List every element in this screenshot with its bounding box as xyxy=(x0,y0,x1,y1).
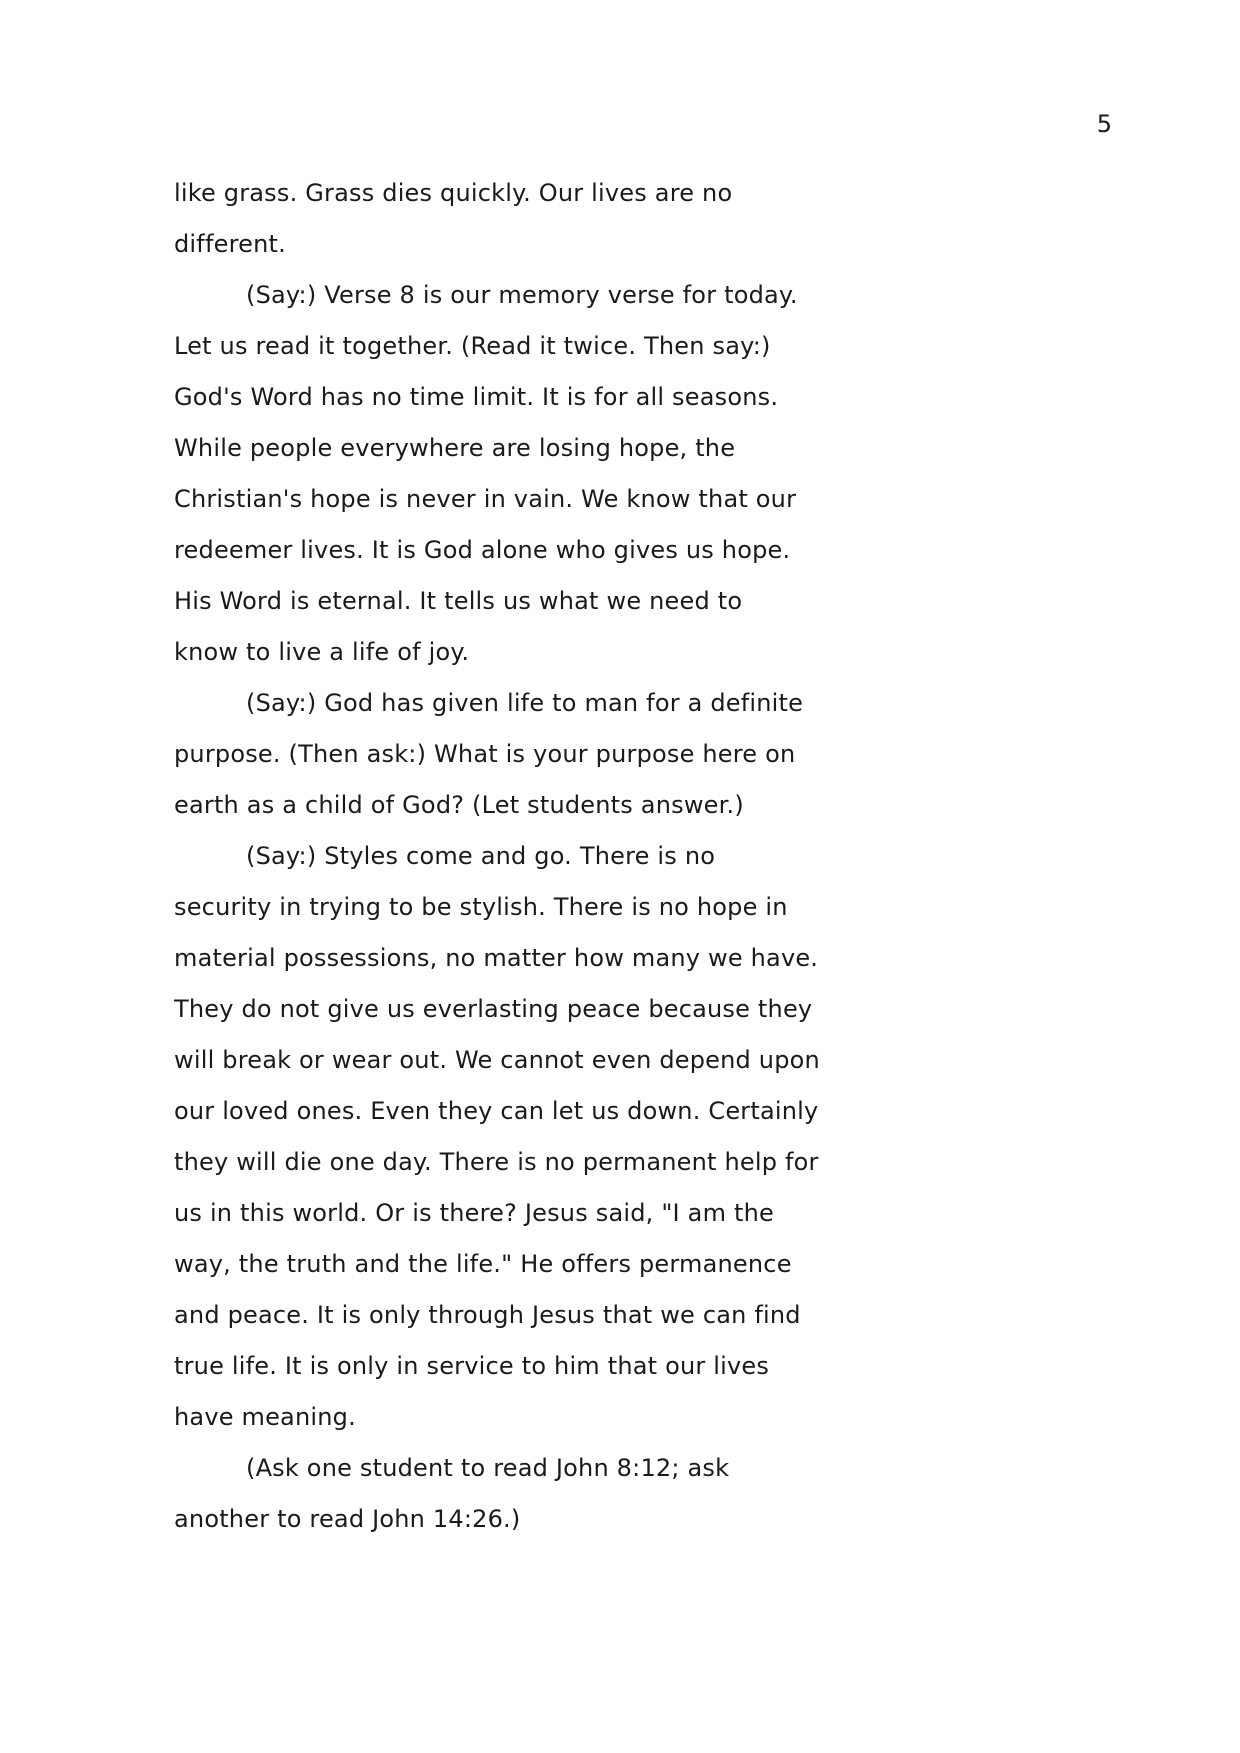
page-number: 5 xyxy=(1096,110,1112,138)
text-line-15: security in trying to be stylish. There is no hope in xyxy=(174,893,788,921)
text-line-17: They do not give us everlasting peace because they xyxy=(174,995,813,1023)
text-line-25: have meaning. xyxy=(174,1403,356,1431)
text-line-24: true life. It is only in service to him that our lives xyxy=(174,1352,770,1380)
text-line-22: way, the truth and the life." He offers permanence xyxy=(174,1250,792,1278)
text-line-6: While people everywhere are losing hope, the xyxy=(174,434,736,462)
body-text xyxy=(174,168,834,1545)
text-line-23: and peace. It is only through Jesus that we can find xyxy=(174,1301,801,1329)
text-line-9: His Word is eternal. It tells us what we need to xyxy=(174,587,743,615)
text-line-20: they will die one day. There is no permanent help for xyxy=(174,1148,819,1176)
text-line-14: (Say:) Styles come and go. There is no xyxy=(246,842,716,870)
text-line-13: earth as a child of God? (Let students answer.) xyxy=(174,791,744,819)
text-line-16: material possessions, no matter how many we have. xyxy=(174,944,819,972)
text-line-4: Let us read it together. (Read it twice. Then say:) xyxy=(174,332,771,360)
text-line-21: us in this world. Or is there? Jesus said, "I am the xyxy=(174,1199,774,1227)
text-line-26: (Ask one student to read John 8:12; ask xyxy=(246,1454,730,1482)
text-line-10: know to live a life of joy. xyxy=(174,638,470,666)
text-line-12: purpose. (Then ask:) What is your purpose here on xyxy=(174,740,796,768)
text-line-1: like grass. Grass dies quickly. Our lives are no xyxy=(174,179,733,207)
text-line-7: Christian's hope is never in vain. We know that our xyxy=(174,485,797,513)
text-line-27: another to read John 14:26.) xyxy=(174,1505,521,1533)
text-line-5: God's Word has no time limit. It is for all seasons. xyxy=(174,383,779,411)
text-line-19: our loved ones. Even they can let us down. Certainly xyxy=(174,1097,819,1125)
text-line-3: (Say:) Verse 8 is our memory verse for today. xyxy=(246,281,798,309)
text-line-8: redeemer lives. It is God alone who gives us hope. xyxy=(174,536,791,564)
text-line-11: (Say:) God has given life to man for a definite xyxy=(246,689,804,717)
text-line-18: will break or wear out. We cannot even depend upon xyxy=(174,1046,820,1074)
text-line-2: different. xyxy=(174,230,286,258)
